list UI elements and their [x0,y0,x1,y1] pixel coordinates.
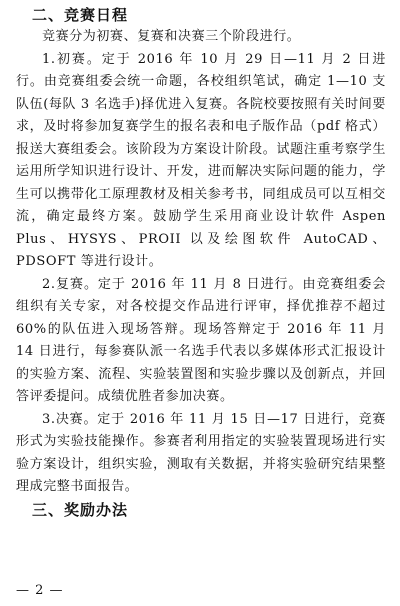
preliminary-paragraph: 1.初赛。定于 2016 年 10 月 29 日—11 月 2 日进行。由竞赛组委会统一命题，各校组织笔试，确定 1—10 支队伍(每队 3 名选手)择优进入复赛。各院校要按照有关时间要求，及时将参加复赛学生的报名表和电子版作品（pdf 格式）报送大赛组委会。该阶段为方案设计阶段。试题注重考察学生运用所学知识进行设计、开发，进而解决实际问题的能力，学生可以携带化工原理教材及相关参考书，同组成员可以互相交流，确定最终方案。鼓励学生采用商业设计软件 Aspen Plus、HYSYS、PROII 以及绘图软件 AutoCAD、PDSOFT 等进行设计。 [16,51,386,269]
final-paragraph: 3.决赛。定于 2016 年 11 月 15 日—17 日进行，竞赛形式为实验技能操作。参赛者利用指定的实验装置现场进行实验方案设计，组织实验，测取有关数据，并将实验研究结果整理成完整书面报告。 [16,411,386,494]
intro-paragraph: 竞赛分为初赛、复赛和决赛三个阶段进行。 [42,29,301,44]
semifinal-paragraph: 2.复赛。定于 2016 年 11 月 8 日进行。由竞赛组委会组织有关专家，对各校提交作品进行评审，择优推荐不超过 60%的队伍进入现场答辩。现场答辩定于 2016 年 11 月 14 日进行，每参赛队派一名选手代表以多媒体形式汇报设计的实验方案、流程、实验装置图和实验步骤以及创新点，并回答评委提问。成绩优胜者参加决赛。 [16,276,386,404]
page-number: — 2 — [16,583,64,598]
section-heading-awards: 三、奖励办法 [32,500,129,519]
section-heading-schedule: 二、竞赛日程 [32,6,129,24]
